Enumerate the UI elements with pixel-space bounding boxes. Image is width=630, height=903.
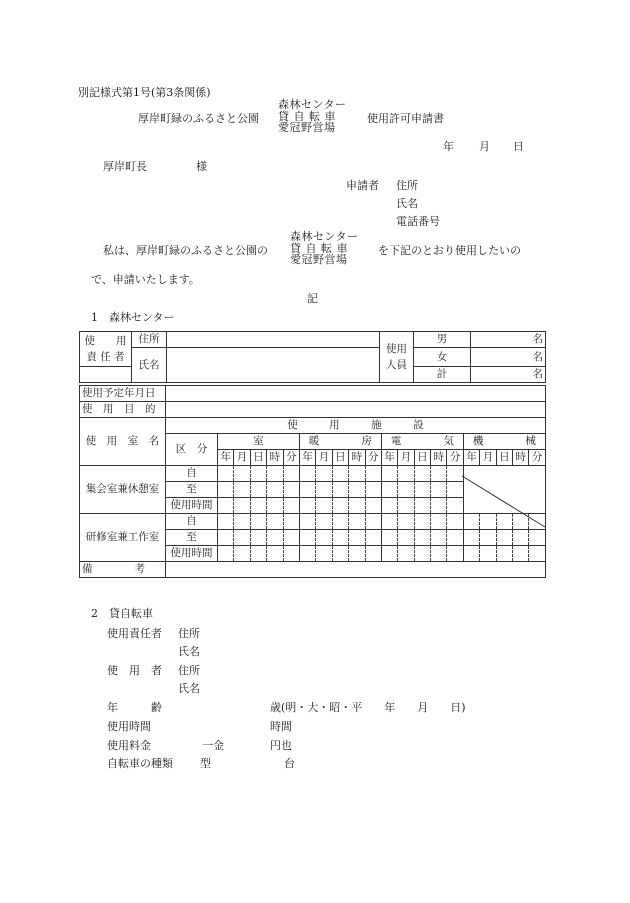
planned-date-label: 使用予定年月日 xyxy=(80,386,166,402)
responsible-address-label: 住所 xyxy=(132,332,167,348)
addressee-honorific: 様 xyxy=(196,160,207,173)
subcol-year: 年 xyxy=(218,450,234,466)
addressee-name: 厚岸町長 xyxy=(103,160,147,173)
subcol-hour: 時 xyxy=(431,450,447,466)
room1-label: 集会室兼休憩室 xyxy=(80,466,166,514)
body-facility-camp: 愛冠野営場 xyxy=(290,253,348,266)
date-year: 年 xyxy=(443,140,454,153)
to-label: 至 xyxy=(166,530,218,546)
room2-label: 研修室兼工作室 xyxy=(80,514,166,562)
remarks-label: 備 考 xyxy=(80,562,166,578)
bike-resp-label: 使用責任者 xyxy=(107,627,162,640)
usage-time-label: 使用時間 xyxy=(166,546,218,562)
subcol-minute: 分 xyxy=(365,450,381,466)
date-day: 日 xyxy=(513,140,524,153)
body-facility-bike: 貸 自 転 車 xyxy=(290,241,348,255)
responsible-label: 使 用 責 任 者 xyxy=(80,332,132,367)
fee-prefix: 一金 xyxy=(202,739,224,752)
fee-label: 使用料金 xyxy=(107,739,151,752)
body-continuation: を下記のとおり使用したいの xyxy=(378,244,521,257)
age-suffix: 歳(明・大・昭・平 年 月 日) xyxy=(270,701,466,714)
applicant-label: 申請者 xyxy=(346,179,379,192)
applicant-address: 住所 xyxy=(396,179,418,192)
subcol-year: 年 xyxy=(381,450,397,466)
from-label: 自 xyxy=(166,514,218,530)
facility-rental-bike: 貸 自 転 車 xyxy=(278,109,336,123)
subcol-minute: 分 xyxy=(529,450,545,466)
subcol-year: 年 xyxy=(463,450,479,466)
subcol-month: 月 xyxy=(316,450,332,466)
usage-time-label: 使用時間 xyxy=(107,720,151,733)
male-label: 男 xyxy=(414,332,471,348)
female-label: 女 xyxy=(414,348,471,367)
bike-user-name: 氏名 xyxy=(178,682,200,695)
bike-model-label: 型 xyxy=(200,757,211,770)
applicant-name: 氏名 xyxy=(396,197,418,210)
applicant-phone: 電話番号 xyxy=(396,215,440,228)
facility-header: 使 用 施 設 xyxy=(166,418,546,434)
age-label: 年 齢 xyxy=(107,701,162,714)
room-type: 室 xyxy=(218,434,300,450)
female-count[interactable]: 名 xyxy=(471,348,546,367)
subcol-hour: 時 xyxy=(349,450,365,466)
purpose-label: 使 用 目 的 xyxy=(80,402,166,418)
electric-type: 電 気 xyxy=(381,434,463,450)
subcol-day: 日 xyxy=(250,450,266,466)
category-label: 区 分 xyxy=(166,434,218,466)
ki-label: 記 xyxy=(307,292,318,305)
bike-resp-name: 氏名 xyxy=(178,645,200,658)
date-month: 月 xyxy=(479,140,490,153)
male-count[interactable]: 名 xyxy=(471,332,546,348)
bike-user-address: 住所 xyxy=(178,664,200,677)
heating-type: 暖 房 xyxy=(299,434,381,450)
machine-type: 機 械 xyxy=(463,434,545,450)
usage-time-label: 使用時間 xyxy=(166,498,218,514)
body-facility-forest: 森林センター xyxy=(290,230,359,243)
title-suffix: 使用許可申請書 xyxy=(367,112,444,125)
subcol-minute: 分 xyxy=(283,450,299,466)
subcol-day: 日 xyxy=(496,450,512,466)
subcol-year: 年 xyxy=(299,450,315,466)
body-intro: 私は、厚岸町緑のふるさと公園の xyxy=(103,244,268,257)
facility-forest-center: 森林センター xyxy=(278,98,347,111)
subcol-day: 日 xyxy=(414,450,430,466)
body-line2: で、申請いたします。 xyxy=(91,273,200,286)
to-label: 至 xyxy=(166,482,218,498)
bike-count-label: 台 xyxy=(284,757,295,770)
usage-time-unit: 時間 xyxy=(270,720,292,733)
section2-heading: 2 貸自転車 xyxy=(91,607,153,620)
responsible-name-label: 氏名 xyxy=(132,348,167,383)
subcol-month: 月 xyxy=(398,450,414,466)
bike-user-label: 使 用 者 xyxy=(107,664,162,677)
form-number: 別記様式第1号(第3条関係) xyxy=(78,86,211,99)
subcol-hour: 時 xyxy=(513,450,529,466)
facility-campsite: 愛冠野営場 xyxy=(278,121,336,134)
title-prefix: 厚岸町緑のふるさと公園 xyxy=(138,112,259,125)
total-label: 計 xyxy=(414,367,471,383)
machine-diagonal-line xyxy=(462,476,545,527)
subcol-hour: 時 xyxy=(267,450,283,466)
room-name-label: 使 用 室 名 xyxy=(80,418,166,466)
from-label: 自 xyxy=(166,466,218,482)
subcol-month: 月 xyxy=(234,450,250,466)
bike-type-label: 自転車の種類 xyxy=(107,757,173,770)
users-label: 使用 人員 xyxy=(380,332,414,383)
subcol-day: 日 xyxy=(332,450,348,466)
total-count[interactable]: 名 xyxy=(471,367,546,383)
section1-heading: 1 森林センター xyxy=(91,311,175,324)
fee-suffix: 円也 xyxy=(270,739,292,752)
bike-resp-address: 住所 xyxy=(178,627,200,640)
subcol-month: 月 xyxy=(480,450,496,466)
subcol-minute: 分 xyxy=(447,450,463,466)
